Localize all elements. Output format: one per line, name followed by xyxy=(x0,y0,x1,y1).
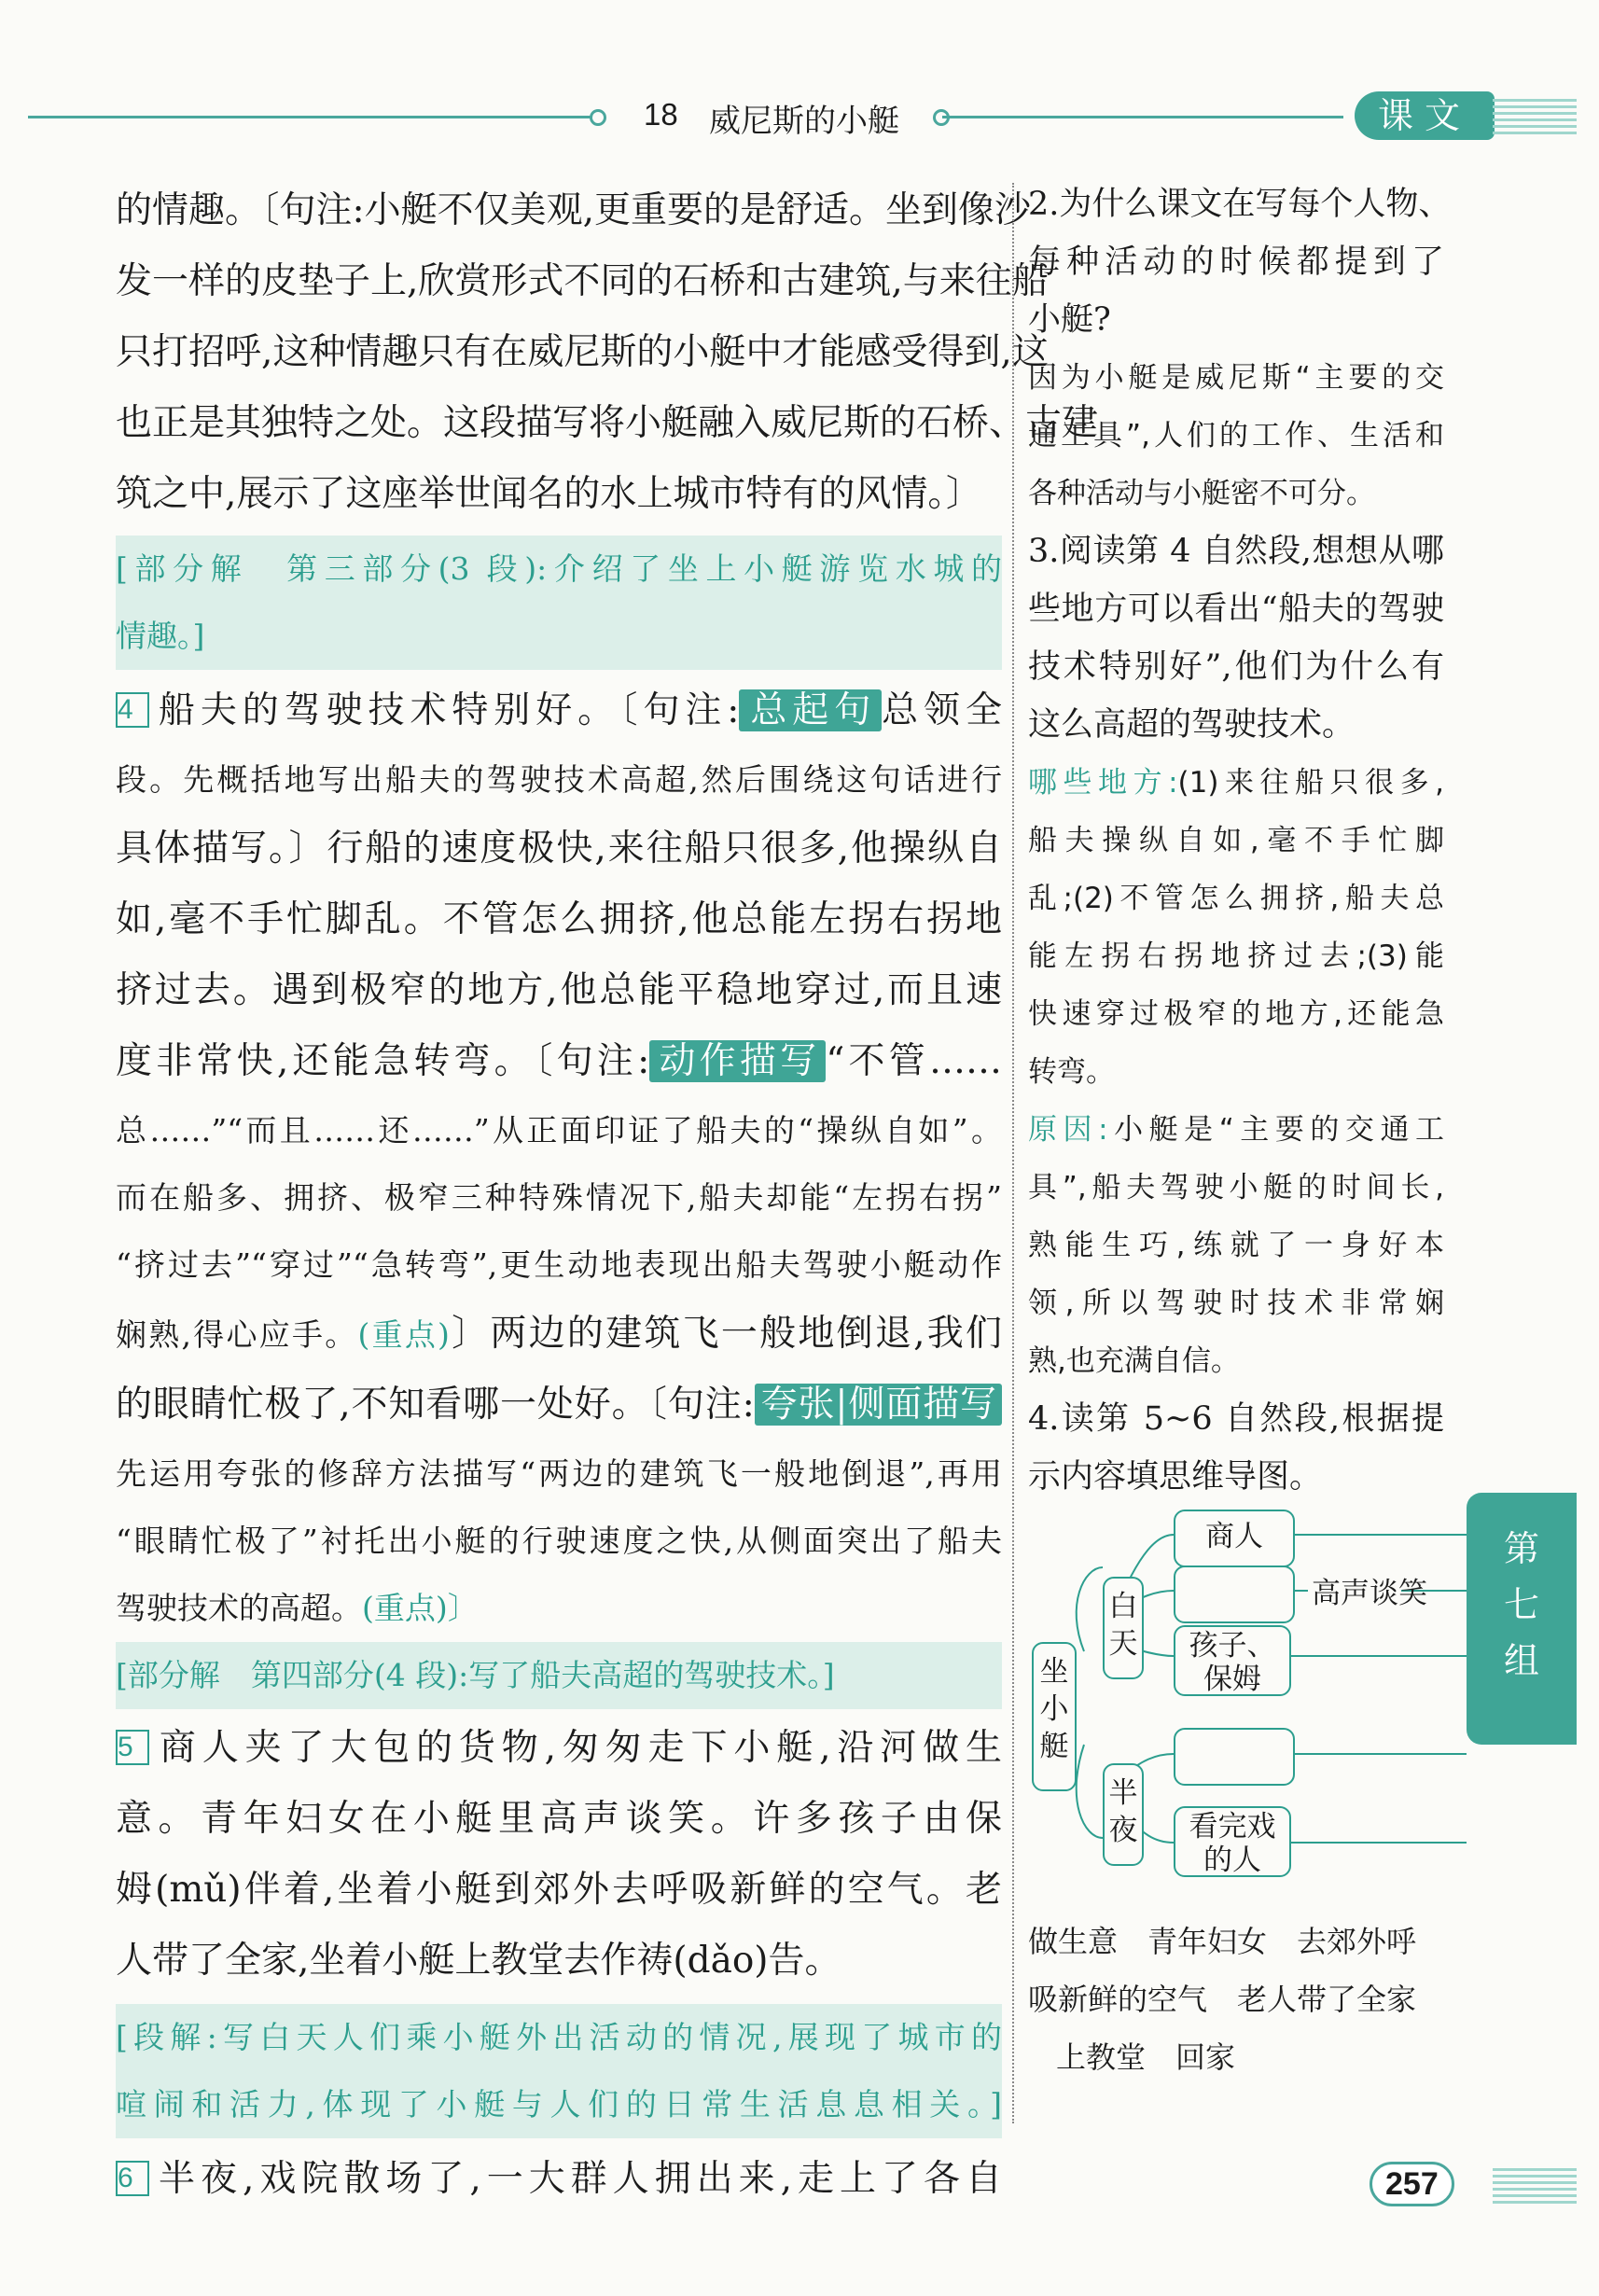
answer-line: 做生意 青年妇女 去郊外呼 xyxy=(1028,1924,1417,1959)
key-point-mark: (重点)〕 xyxy=(362,1590,479,1626)
text-line: “眼睛忙极了”衬托出小艇的行驶速度之快,从侧面突出了船夫 xyxy=(116,1523,1002,1559)
annotation-tag: 总起句 xyxy=(739,689,882,731)
text-line: 娴熟,得心应手。(重点)〕两边的建筑飞一般地倒退,我们 xyxy=(116,1313,1002,1355)
mind-map-blank xyxy=(1174,1728,1295,1786)
text-line: 发一样的皮垫子上,欣赏形式不同的石桥和古建筑,与来往船 xyxy=(116,260,1049,302)
page-number: 257 xyxy=(1370,2162,1454,2206)
text-line: 总……”“而且……还……”从正面印证了船夫的“操纵自如”。 xyxy=(116,1112,1002,1148)
text-line: 驾驶技术的高超。(重点)〕 xyxy=(116,1590,479,1626)
mind-map-merchant: 商人 xyxy=(1174,1510,1295,1567)
section-tag: 课文 xyxy=(1355,91,1495,140)
unit-tab: 第 七 组 xyxy=(1467,1493,1577,1745)
text-line: 而在船多、拥挤、极窄三种特殊情况下,船夫却能“左拐右拐” xyxy=(116,1179,1002,1216)
text-line: 段。先概括地写出船夫的驾驶技术高超,然后围绕这句话进行 xyxy=(116,761,1002,798)
text-line: 也正是其独特之处。这段描写将小艇融入威尼斯的石桥、古建 xyxy=(116,402,1099,444)
paragraph-6-first: 6 半夜,戏院散场了,一大群人拥出来,走上了各自 xyxy=(118,2158,1002,2200)
text-line: 人带了全家,坐着小艇上教堂去作祷(dǎo)告。 xyxy=(116,1940,841,1982)
mind-map-answers xyxy=(1028,1913,1457,2086)
lesson-number: 18 xyxy=(644,97,678,132)
lesson-title: 威尼斯的小艇 xyxy=(709,104,899,139)
text-line: 的眼睛忙极了,不知看哪一处好。〔句注: 夸张|侧面描写 xyxy=(116,1370,1002,1440)
text-line: “挤过去”“穿过”“急转弯”,更生动地表现出船夫驾驶小艇动作 xyxy=(116,1246,1002,1283)
answer-2: 因为小艇是威尼斯“主要的交 xyxy=(1028,361,1444,395)
text-line: 具体描写。〕行船的速度极快,来往船只很多,他操纵自 xyxy=(116,828,1002,870)
text-line: 的情趣。〔句注:小艇不仅美观,更重要的是舒适。坐到像沙 xyxy=(116,189,1032,231)
mind-map-blank xyxy=(1174,1565,1295,1623)
part-summary-4: [部分解 第四部分(4 段):写了船夫高超的驾驶技术。] xyxy=(116,1642,1002,1709)
text-line: 挤过去。遇到极窄的地方,他总能平稳地穿过,而且速 xyxy=(116,969,1002,1011)
mind-map-root: 坐小艇 xyxy=(1032,1642,1077,1791)
segment-summary-5: [段解:写白天人们乘小艇外出活动的情况,展现了城市的 喧闹和活力,体现了小艇与人们的日常生活息息相关。] xyxy=(116,2004,1002,2138)
mind-map-day: 白天 xyxy=(1103,1577,1144,1679)
answer-line: 吸新鲜的空气 老人带了全家 xyxy=(1028,1982,1417,2017)
header-rule-left xyxy=(28,116,597,118)
question-2: 2.为什么课文在写每个人物、 xyxy=(1028,186,1452,223)
text-line: 先运用夸张的修辞方法描写“两边的建筑飞一般地倒退”,再用 xyxy=(116,1455,1002,1492)
part-summary-3: [部分解 第三部分(3 段):介绍了坐上小艇游览水城的 情趣。] xyxy=(116,536,1002,670)
annotation-tag: 夸张|侧面描写 xyxy=(755,1384,1002,1426)
mind-map-theater: 看完戏的人 xyxy=(1174,1806,1291,1877)
key-point-mark: (重点) xyxy=(357,1316,450,1353)
paragraph-number: 4 xyxy=(116,692,149,728)
mind-map-kids: 孩子、保姆 xyxy=(1174,1625,1291,1696)
text-line: 如,毫不手忙脚乱。不管怎么拥挤,他总能左拐右拐地 xyxy=(116,898,1002,940)
paragraph-number: 6 xyxy=(116,2161,149,2196)
column-divider xyxy=(1012,183,1016,2123)
page-number-badge xyxy=(1370,2166,1454,2203)
text-line: 意。青年妇女在小艇里高声谈笑。许多孩子由保 xyxy=(116,1798,1002,1840)
header-rule-right xyxy=(942,116,1343,118)
text-line: 只打招呼,这种情趣只有在威尼斯的小艇中才能感受得到,这 xyxy=(116,331,1049,373)
decor-stripes xyxy=(1493,2168,1577,2206)
text-line: 姆(mǔ)伴着,坐着小艇到郊外去呼吸新鲜的空气。老 xyxy=(116,1869,1002,1911)
mind-map xyxy=(1028,1493,1467,1903)
text-line: 筑之中,展示了这座举世闻名的水上城市特有的风情。〕 xyxy=(116,473,982,515)
answer-3: 哪些地方:(1)来往船只很多, xyxy=(1028,766,1444,800)
paragraph-4-first: 4 船夫的驾驶技术特别好。〔句注: 总起句 总领全 xyxy=(118,689,1002,731)
paragraph-number: 5 xyxy=(116,1730,149,1765)
answer-3-reason: 原因:小艇是“主要的交通工 xyxy=(1028,1113,1444,1147)
decor-stripes xyxy=(1493,99,1577,136)
header-dot xyxy=(590,109,606,126)
question-4: 4.读第 5~6 自然段,根据提 xyxy=(1028,1400,1444,1438)
side-question-column: 2.为什么课文在写每个人物、 每种活动的时候都提到了 小艇? 因为小艇是威尼斯“主要的交 通工具”,人们的工作、生活和 各种活动与小艇密不可分。 3.阅读第 4 自然段,想想从哪 些地方可以看出“船夫的驾驶 技术特别好”,他们为什么有 这么高超的驾驶技术。 哪些地方:(1)来往船只很多, 船夫操纵自如,毫不手忙脚 乱;(2)不管怎么拥挤,船夫总 能左拐右拐地挤过去;(3)能 快速穿过极窄的地方,还能急 转弯。 原因:小艇是“主要的交通工 具”,船夫驾驶小艇的时间长, 熟能生巧,练就了一身好本 领,所以驾驶时技术非常娴 熟,也充满自信。 4.读第 5~6 自然段,根据提 示内容填思维导图。 xyxy=(1028,175,1444,1506)
mind-map-night: 半夜 xyxy=(1103,1763,1144,1866)
mind-map-laugh: 高声谈笑 xyxy=(1312,1577,1427,1610)
text-line: 度非常快,还能急转弯。〔句注: 动作描写 “不管…… xyxy=(116,1040,1002,1082)
paragraph-5-first: 5 商人夹了大包的货物,匆匆走下小艇,沿河做生 xyxy=(118,1727,1002,1769)
answer-line: 上教堂 回家 xyxy=(1056,2039,1236,2075)
annotation-tag: 动作描写 xyxy=(649,1040,826,1082)
question-3: 3.阅读第 4 自然段,想想从哪 xyxy=(1028,533,1444,570)
